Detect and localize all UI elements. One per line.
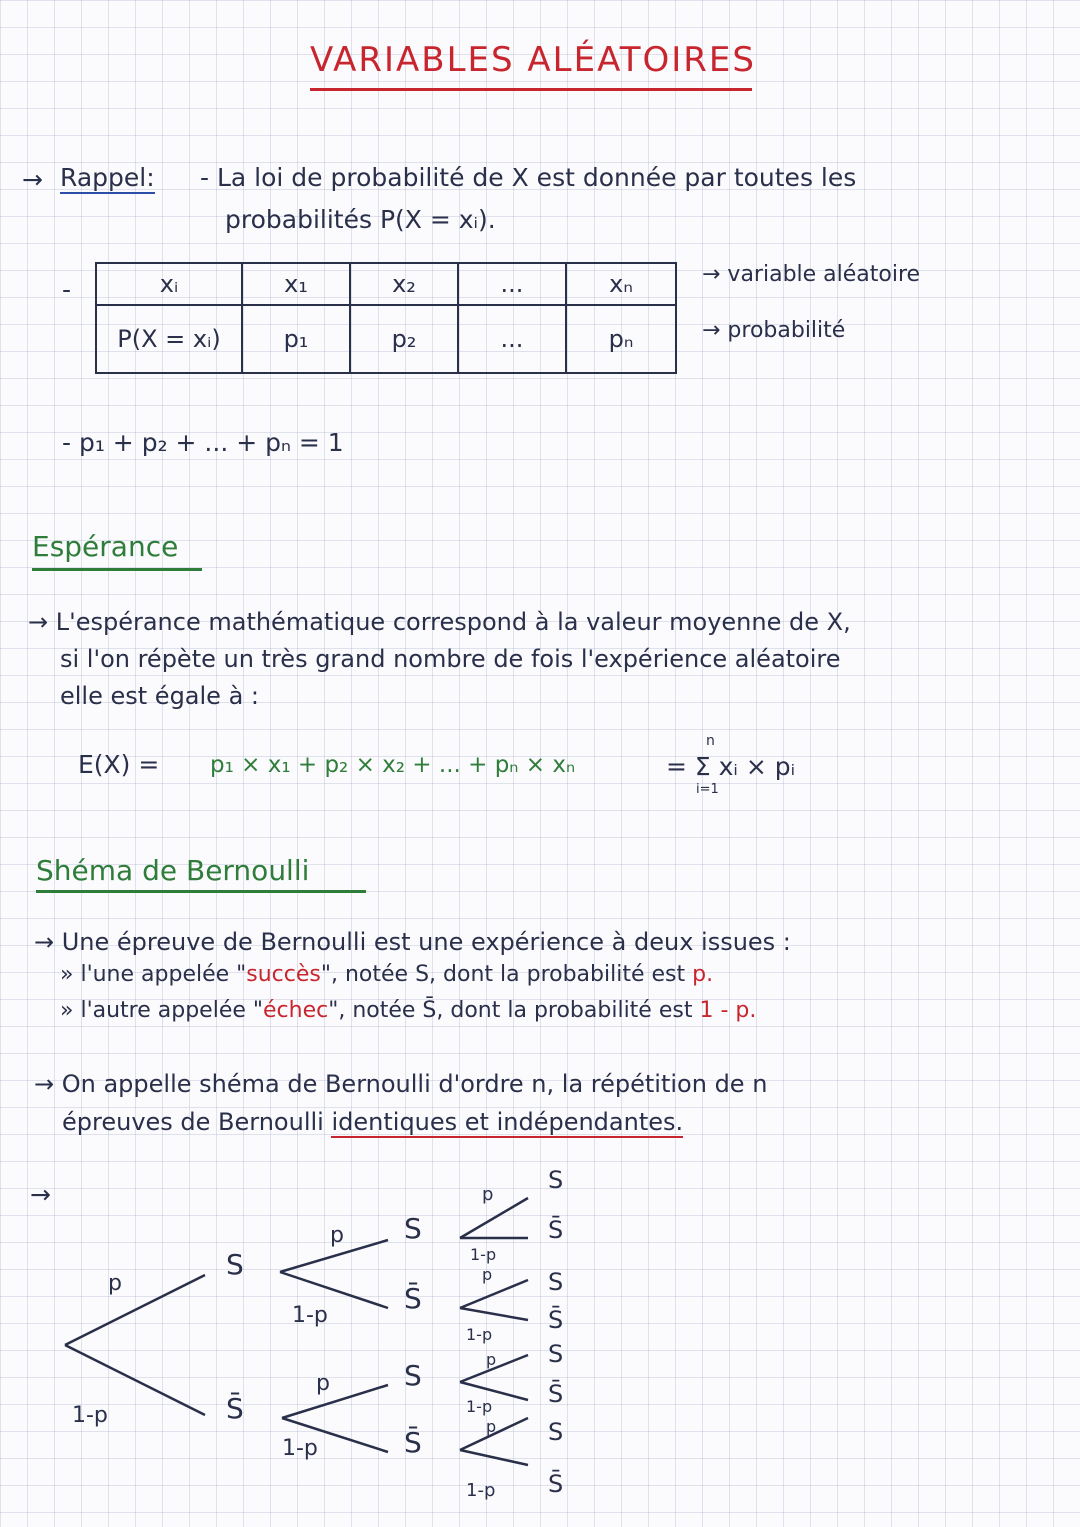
- bernoulli-line-4: → On appelle shéma de Bernoulli d'ordre n, la répétition de n: [34, 1070, 768, 1098]
- branch-l3-2-top: [460, 1280, 528, 1308]
- bernoulli-tree: [0, 1150, 1080, 1520]
- branch-l3-1-top: [460, 1198, 528, 1238]
- leaf-7: S: [548, 1418, 564, 1446]
- label-l2b-p: p: [316, 1371, 330, 1396]
- label-l3-4-q: 1-p: [466, 1480, 496, 1501]
- rappel-line-1: - La loi de probabilité de X est donnée par toutes les: [200, 163, 857, 192]
- label-l3-1-q: 1-p: [470, 1245, 497, 1264]
- title-underline: [310, 88, 752, 91]
- label-l1-q: 1-p: [72, 1403, 108, 1428]
- rappel-arrow: →: [22, 165, 43, 194]
- rappel-line-2: probabilités P(X = xᵢ).: [225, 205, 496, 234]
- node-ss: S: [404, 1212, 422, 1245]
- label-l3-2-q: 1-p: [466, 1325, 493, 1344]
- tree-arrow: →: [30, 1180, 51, 1209]
- formula-sum: = Σ xᵢ × pᵢ: [666, 752, 796, 781]
- node-sbar-sbar: S̄: [404, 1426, 422, 1459]
- node-sbar: S̄: [226, 1392, 244, 1425]
- label-l3-2-p: p: [482, 1265, 493, 1284]
- failure-probability: 1 - p.: [699, 998, 757, 1023]
- table-row-cell: P(X = xᵢ): [96, 305, 242, 373]
- label-l2a-q: 1-p: [292, 1303, 328, 1328]
- table-header-cell: x₂: [350, 263, 458, 305]
- bernoulli-line-3: [60, 998, 756, 1023]
- table-row-cell: p₁: [242, 305, 350, 373]
- branch-l3-4-bottom: [460, 1450, 528, 1465]
- formula-expansion: p₁ × x₁ + p₂ × x₂ + ... + pₙ × xₙ: [210, 752, 576, 778]
- table-header-cell: x₁: [242, 263, 350, 305]
- label-l3-4-p: p: [486, 1417, 497, 1436]
- table-dash: -: [62, 275, 72, 304]
- label-l3-3-p: p: [486, 1350, 497, 1369]
- bernoulli-line-2-end: ", notée S, dont la probabilité est: [320, 962, 686, 987]
- tree-branches: [65, 1198, 528, 1465]
- table-header-cell: xₙ: [566, 263, 676, 305]
- rappel-label: Rappel:: [60, 163, 155, 192]
- identical-independent: identiques et indépendantes.: [331, 1108, 684, 1136]
- sum-upper-bound: n: [706, 733, 715, 749]
- note-variable: → variable aléatoire: [702, 262, 921, 287]
- label-l1-p: p: [108, 1271, 122, 1296]
- esperance-heading: Espérance: [32, 530, 179, 563]
- branch-l2b-top: [282, 1385, 388, 1418]
- table-row-cell: p₂: [350, 305, 458, 373]
- sum-equation: - p₁ + p₂ + ... + pₙ = 1: [62, 428, 344, 457]
- note-probability: → probabilité: [702, 318, 846, 343]
- leaf-6: S̄: [548, 1380, 564, 1408]
- bernoulli-heading: Shéma de Bernoulli: [36, 854, 310, 887]
- probability-table: [95, 262, 677, 374]
- table-row-cell: pₙ: [566, 305, 676, 373]
- leaf-8: S̄: [548, 1470, 564, 1498]
- table-header-cell: xᵢ: [96, 263, 242, 305]
- formula-left: E(X) =: [78, 750, 160, 779]
- failure-word: échec: [263, 998, 329, 1023]
- label-l2a-p: p: [330, 1223, 344, 1248]
- leaf-4: S̄: [548, 1306, 564, 1334]
- esperance-line-1: → L'espérance mathématique correspond à la valeur moyenne de X,: [28, 608, 851, 636]
- leaf-3: S: [548, 1268, 564, 1296]
- success-probability: p.: [692, 962, 714, 987]
- table-row-cell: ...: [458, 305, 566, 373]
- node-s: S: [226, 1248, 244, 1281]
- leaf-1: S: [548, 1166, 564, 1194]
- leaf-2: S̄: [548, 1216, 564, 1244]
- esperance-line-2: si l'on répète un très grand nombre de fois l'expérience aléatoire: [60, 645, 841, 673]
- bernoulli-line-1: → Une épreuve de Bernoulli est une expérience à deux issues :: [34, 928, 791, 956]
- bernoulli-line-2-start: » l'une appelée ": [60, 962, 247, 987]
- bernoulli-line-3-end: ", notée S̄, dont la probabilité est: [328, 998, 693, 1023]
- sum-lower-bound: i=1: [696, 782, 719, 797]
- bernoulli-underline: [36, 890, 366, 893]
- label-l3-3-q: 1-p: [466, 1397, 493, 1416]
- page-title: VARIABLES ALÉATOIRES: [310, 40, 756, 80]
- bernoulli-line-5-start: épreuves de Bernoulli: [62, 1108, 324, 1136]
- label-l2b-q: 1-p: [282, 1436, 318, 1461]
- node-s-sbar: S̄: [404, 1282, 422, 1315]
- esperance-underline: [32, 568, 202, 571]
- branch-l3-2-bottom: [460, 1308, 528, 1320]
- label-l3-1-p: p: [482, 1184, 494, 1205]
- bernoulli-line-3-start: » l'autre appelée ": [60, 998, 263, 1023]
- success-word: succès: [246, 962, 321, 987]
- table-header-cell: ...: [458, 263, 566, 305]
- bernoulli-line-2: [60, 962, 713, 987]
- node-sbar-s: S: [404, 1359, 422, 1392]
- esperance-line-3: elle est égale à :: [60, 682, 259, 710]
- branch-l1-top: [65, 1275, 205, 1345]
- leaf-5: S: [548, 1340, 564, 1368]
- bernoulli-line-5: [62, 1108, 683, 1136]
